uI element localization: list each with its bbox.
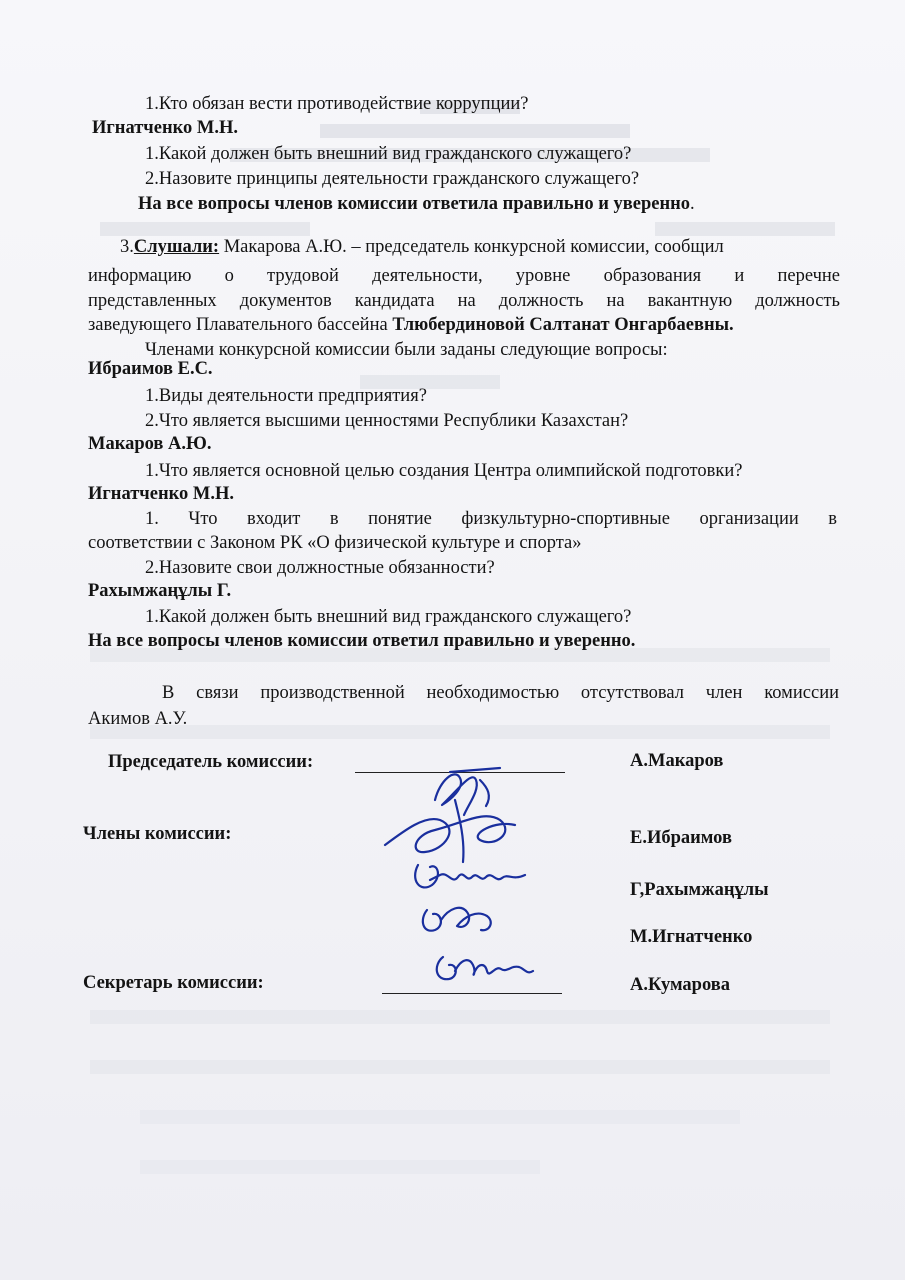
member-name: Рахымжаңұлы Г. — [88, 581, 232, 601]
question-line: 1.Какой должен быть внешний вид гражданского служащего? — [145, 607, 632, 627]
question-line: 1.Виды деятельности предприятия? — [145, 386, 427, 406]
chairman-name: А.Макаров — [630, 751, 724, 771]
paragraph-line: представленных документов кандидата на должность на вакантную должность — [88, 291, 840, 311]
member-name-3: М.Игнатченко — [630, 927, 753, 947]
members-label: Члены комиссии: — [83, 824, 232, 844]
question-line: соответствии с Законом РК «О физической культуре и спорта» — [88, 533, 582, 553]
secretary-label: Секретарь комиссии: — [83, 973, 264, 993]
member-name: Игнатченко М.Н. — [92, 118, 239, 138]
question-line: 2.Назовите свои должностные обязанности? — [145, 558, 495, 578]
member-name: Игнатченко М.Н. — [88, 484, 235, 504]
question-line: 1. Что входит в понятие физкультурно-спортивные организации в — [145, 509, 837, 529]
item-3-heading: 3.Слушали: Макарова А.Ю. – председатель конкурсной комиссии, сообщил — [120, 237, 724, 257]
member-name: Ибраимов Е.С. — [88, 359, 213, 379]
question-line: 1.Что является основной целью создания Центра олимпийской подготовки? — [145, 461, 743, 481]
member-name: Макаров А.Ю. — [88, 434, 212, 454]
absence-note: Акимов А.У. — [88, 709, 188, 729]
question-line: 1.Какой должен быть внешний вид гражданского служащего? — [145, 144, 632, 164]
member-name-2: Г,Рахымжаңұлы — [630, 880, 769, 900]
absence-note: В связи производственной необходимостью отсутствовал член комиссии — [162, 683, 839, 703]
paragraph-line: информацию о трудовой деятельности, уровне образования и перечне — [88, 266, 840, 286]
member-name-1: Е.Ибраимов — [630, 828, 732, 848]
question-line: 2.Что является высшими ценностями Республики Казахстан? — [145, 411, 629, 431]
paragraph-line: заведующего Плавательного бассейна Тлюбердиновой Салтанат Онгарбаевны. — [88, 315, 734, 335]
secretary-name: А.Кумарова — [630, 975, 730, 995]
questions-intro: Членами конкурсной комиссии были заданы следующие вопросы: — [145, 340, 668, 360]
answer-summary: На все вопросы членов комиссии ответил правильно и уверенно. — [88, 631, 636, 651]
answer-summary: На все вопросы членов комиссии ответила правильно и уверенно. — [138, 194, 695, 214]
question-line: 1.Кто обязан вести противодействие коррупции? — [145, 94, 529, 114]
chairman-label: Председатель комиссии: — [108, 752, 314, 772]
question-line: 2.Назовите принципы деятельности гражданского служащего? — [145, 169, 640, 189]
secretary-signature — [415, 935, 545, 995]
